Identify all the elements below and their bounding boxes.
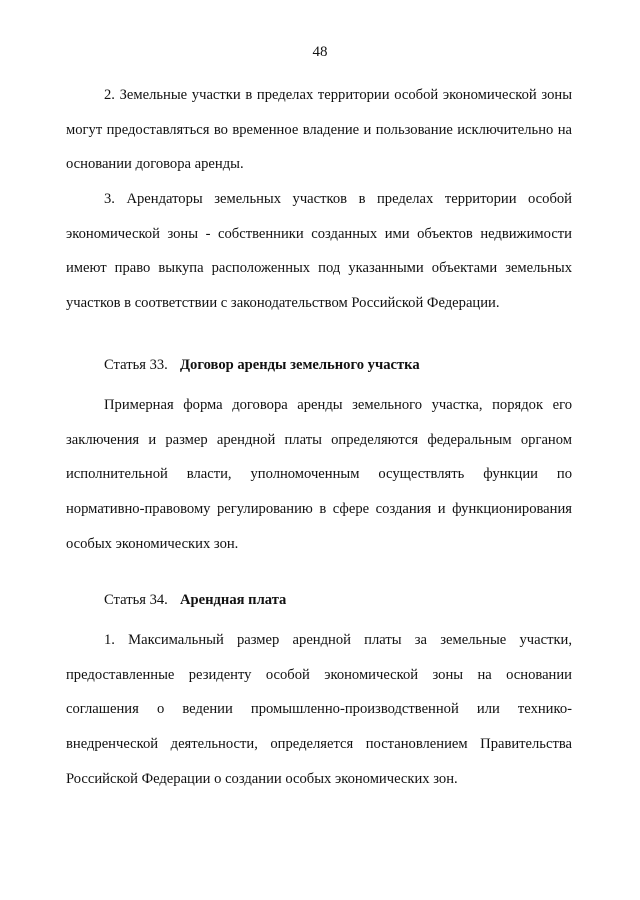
article-34-heading (104, 590, 286, 610)
article-34-number: Статья 34. (104, 592, 168, 608)
page-number: 48 (312, 44, 328, 60)
article-33-heading (104, 355, 420, 375)
article-34-title: Арендная плата (180, 592, 287, 608)
article-33-number: Статья 33. (104, 357, 168, 373)
paragraph-tenants-buyout-right: 3. Арендаторы земельных участков в пределах территории особой экономической зоны - собственники созданных ими объектов недвижимости имеют право выкупа расположенных под указанными объектами земельных участков в соответствии с законодательством Российской Федерации. (66, 191, 572, 312)
article-33-title: Договор аренды земельного участка (180, 357, 420, 373)
paragraph-land-plots-lease: 2. Земельные участки в пределах территории особой экономической зоны могут предоставляться во временное владение и пользование исключительно на основании договора аренды. (66, 87, 572, 173)
paragraph-max-rent: 1. Максимальный размер арендной платы за земельные участки, предоставленные резиденту особой экономической зоны на основании соглашения о ведении промышленно-производственной или технико-внедренческой деятельности, определяется постановлением Правительства Российской Федерации о создании особых экономических зон. (66, 632, 572, 787)
paragraph-lease-agreement-form: Примерная форма договора аренды земельного участка, порядок его заключения и размер арендной платы определяются федеральным органом исполнительной власти, уполномоченным осуществлять функции по нормативно-правовому регулированию в сфере создания и функционирования особых экономических зон. (66, 397, 572, 552)
